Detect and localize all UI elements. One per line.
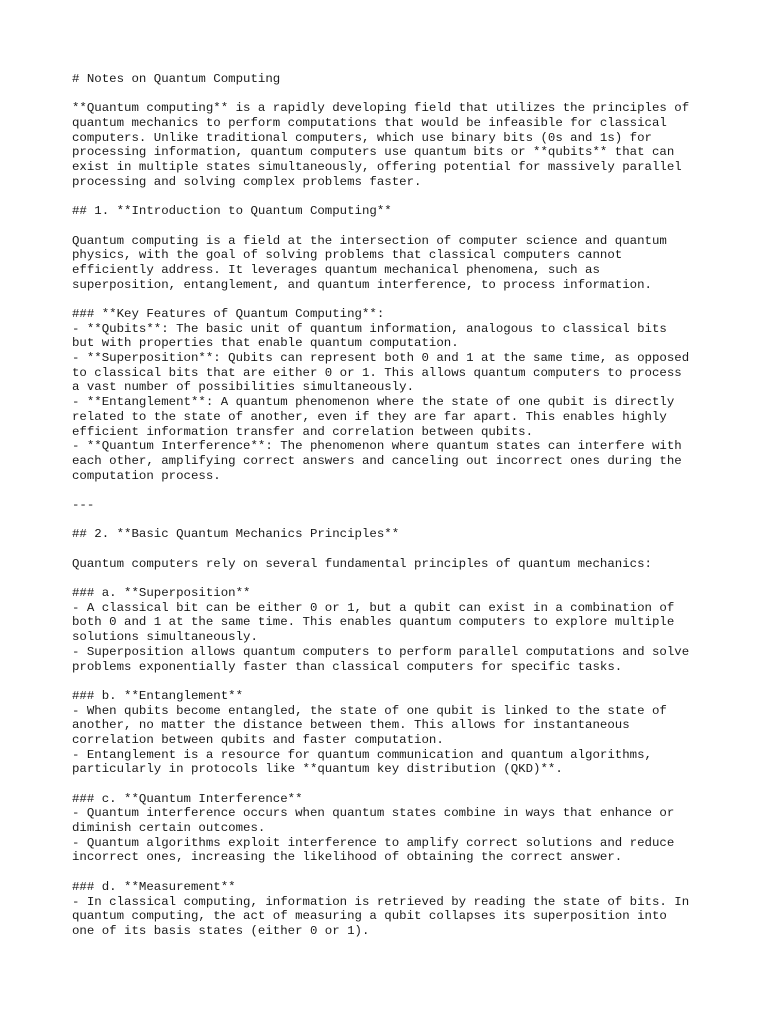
- text-line: - **Entanglement**: A quantum phenomenon where the state of one qubit is directly: [72, 395, 675, 410]
- text-line: **Quantum computing** is a rapidly developing field that utilizes the principles of: [72, 101, 690, 116]
- paragraph: [72, 689, 712, 777]
- paragraph: [72, 234, 712, 293]
- text-line: correlation between qubits and faster computation.: [72, 732, 444, 747]
- text-line: to classical bits that are either 0 or 1. This allows quantum computers to process: [72, 365, 682, 380]
- text-line: both 0 and 1 at the same time. This enables quantum computers to explore multiple: [72, 615, 675, 630]
- text-line: efficient information transfer and correlation between qubits.: [72, 424, 534, 439]
- text-line: ### d. **Measurement**: [72, 879, 236, 894]
- paragraph: [72, 204, 712, 219]
- text-line: another, no matter the distance between them. This allows for instantaneous: [72, 718, 630, 733]
- paragraph: [72, 72, 712, 87]
- text-line: - **Superposition**: Qubits can represent both 0 and 1 at the same time, as opposed: [72, 351, 690, 366]
- text-line: Quantum computers rely on several fundamental principles of quantum mechanics:: [72, 556, 652, 571]
- text-line: - When qubits become entangled, the state of one qubit is linked to the state of: [72, 703, 667, 718]
- paragraph: [72, 880, 712, 939]
- text-line: - **Qubits**: The basic unit of quantum information, analogous to classical bits: [72, 321, 667, 336]
- text-line: efficiently address. It leverages quantum mechanical phenomena, such as: [72, 262, 600, 277]
- text-line: - Quantum interference occurs when quantum states combine in ways that enhance or: [72, 806, 675, 821]
- text-line: a vast number of possibilities simultaneously.: [72, 380, 415, 395]
- text-line: ## 2. **Basic Quantum Mechanics Principles**: [72, 527, 400, 542]
- paragraph: [72, 307, 712, 483]
- text-line: diminish certain outcomes.: [72, 821, 266, 836]
- text-line: solutions simultaneously.: [72, 630, 258, 645]
- text-line: - Entanglement is a resource for quantum communication and quantum algorithms,: [72, 747, 652, 762]
- text-line: - A classical bit can be either 0 or 1, but a qubit can exist in a combination of: [72, 600, 675, 615]
- text-line: computation process.: [72, 468, 221, 483]
- text-line: - Quantum algorithms exploit interference to amplify correct solutions and reduce: [72, 835, 675, 850]
- paragraph: [72, 557, 712, 572]
- text-line: processing and solving complex problems faster.: [72, 174, 422, 189]
- text-line: ### **Key Features of Quantum Computing**:: [72, 307, 385, 321]
- text-line: - In classical computing, information is retrieved by reading the state of bits. In: [72, 894, 690, 909]
- text-line: ---: [72, 497, 95, 512]
- text-line: quantum computing, the act of measuring a qubit collapses its superposition into: [72, 909, 667, 924]
- paragraph: [72, 586, 712, 674]
- text-line: one of its basis states (either 0 or 1).: [72, 923, 370, 938]
- paragraph: [72, 498, 712, 513]
- paragraph: [72, 101, 712, 189]
- text-line: each other, amplifying correct answers and canceling out incorrect ones during the: [72, 453, 682, 468]
- text-line: # Notes on Quantum Computing: [72, 72, 281, 86]
- text-line: exist in multiple states simultaneously, offering potential for massively parallel: [72, 160, 682, 175]
- text-line: processing information, quantum computers use quantum bits or **qubits** that can: [72, 145, 675, 160]
- text-line: quantum mechanics to perform computations that would be infeasible for classical: [72, 116, 667, 131]
- text-line: superposition, entanglement, and quantum interference, to process information.: [72, 277, 652, 292]
- text-line: incorrect ones, increasing the likelihood of obtaining the correct answer.: [72, 850, 623, 865]
- text-line: computers. Unlike traditional computers, which use binary bits (0s and 1s) for: [72, 130, 652, 145]
- paragraph: [72, 527, 712, 542]
- text-line: particularly in protocols like **quantum key distribution (QKD)**.: [72, 762, 563, 777]
- text-line: related to the state of another, even if they are far apart. This enables highly: [72, 409, 667, 424]
- text-line: - Superposition allows quantum computers to perform parallel computations and solve: [72, 644, 690, 659]
- text-line: ### a. **Superposition**: [72, 586, 251, 601]
- text-line: physics, with the goal of solving problems that classical computers cannot: [72, 248, 623, 263]
- text-line: Quantum computing is a field at the intersection of computer science and quantum: [72, 233, 667, 248]
- document-body: [72, 72, 712, 953]
- text-line: problems exponentially faster than classical computers for specific tasks.: [72, 659, 623, 674]
- text-line: ## 1. **Introduction to Quantum Computing**: [72, 204, 392, 219]
- text-line: - **Quantum Interference**: The phenomenon where quantum states can interfere with: [72, 439, 682, 454]
- text-line: ### c. **Quantum Interference**: [72, 791, 303, 806]
- text-line: ### b. **Entanglement**: [72, 688, 244, 703]
- text-line: but with properties that enable quantum computation.: [72, 336, 459, 351]
- paragraph: [72, 792, 712, 865]
